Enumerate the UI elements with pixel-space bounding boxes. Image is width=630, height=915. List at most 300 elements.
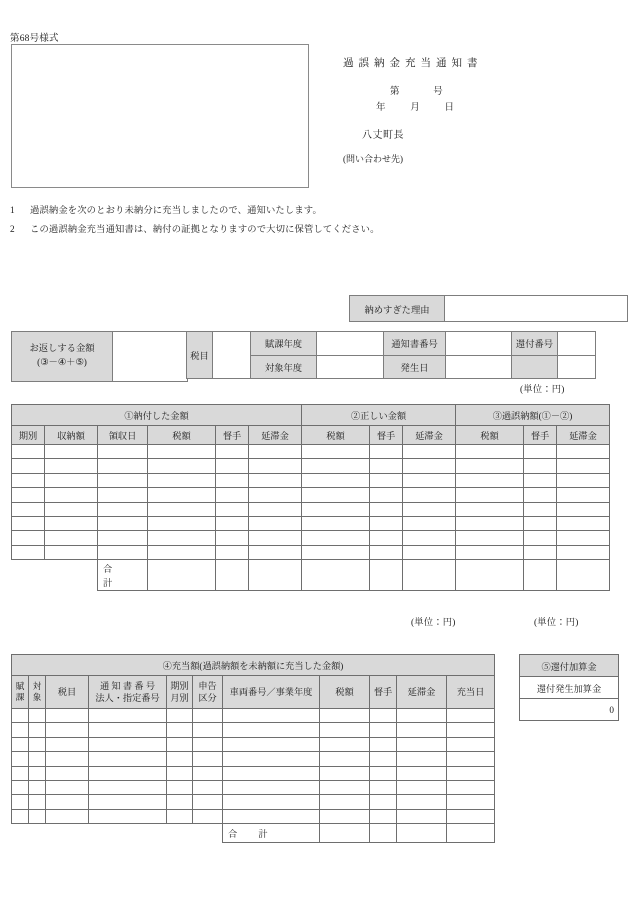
document-date-line bbox=[376, 99, 454, 113]
column-header-paid-amount: 収納額 bbox=[45, 426, 98, 445]
table-cell[interactable] bbox=[447, 766, 495, 780]
table-cell[interactable] bbox=[370, 723, 397, 737]
table-cell[interactable] bbox=[557, 459, 610, 473]
table-cell[interactable] bbox=[397, 809, 447, 823]
table-cell[interactable] bbox=[216, 545, 249, 559]
refund-number-label: 還付番号 bbox=[512, 332, 558, 356]
table-cell[interactable] bbox=[167, 737, 193, 751]
table-cell[interactable] bbox=[12, 473, 45, 487]
table-cell[interactable] bbox=[89, 766, 167, 780]
issuer-name: 八丈町長 bbox=[362, 130, 404, 141]
table-cell[interactable] bbox=[89, 709, 167, 723]
table-cell[interactable] bbox=[524, 488, 557, 502]
table-cell[interactable] bbox=[447, 723, 495, 737]
table-cell[interactable] bbox=[193, 809, 223, 823]
table-cell[interactable] bbox=[29, 766, 46, 780]
column-header-late-fee: 延滞金 bbox=[249, 426, 302, 445]
column-header-period-month: 期別 月別 bbox=[167, 676, 193, 709]
table-cell[interactable] bbox=[45, 545, 98, 559]
table-cell[interactable] bbox=[29, 780, 46, 794]
total-cell[interactable] bbox=[524, 560, 557, 591]
refund-amount-value[interactable] bbox=[113, 332, 188, 382]
table-cell[interactable] bbox=[216, 488, 249, 502]
table-cell[interactable] bbox=[167, 780, 193, 794]
tax-item-label: 税目 bbox=[187, 332, 213, 379]
table-cell[interactable] bbox=[456, 488, 524, 502]
table-row bbox=[12, 766, 495, 780]
table-cell[interactable] bbox=[447, 809, 495, 823]
table-cell[interactable] bbox=[12, 502, 45, 516]
table-row bbox=[12, 809, 495, 823]
table-cell[interactable] bbox=[98, 531, 148, 545]
group-header-allocation: ④充当額(過誤納額を未納額に充当した金額) bbox=[12, 655, 495, 676]
refund-amount-label-line2: (③－④＋⑤) bbox=[37, 357, 87, 368]
total-cell[interactable] bbox=[447, 824, 495, 843]
note-text: この過誤納金充当通知書は、納付の証拠となりますので大切に保管してください。 bbox=[30, 225, 380, 235]
table-cell[interactable] bbox=[167, 766, 193, 780]
assessment-year-label: 賦課年度 bbox=[251, 332, 317, 356]
table-cell[interactable] bbox=[216, 531, 249, 545]
table-cell[interactable] bbox=[12, 516, 45, 530]
total-cell[interactable] bbox=[557, 560, 610, 591]
addition-title: ⑤還付加算金 bbox=[520, 655, 619, 677]
table-cell[interactable] bbox=[370, 780, 397, 794]
unit-label-alloc: (単位：円) bbox=[411, 618, 456, 628]
table-cell[interactable] bbox=[148, 459, 216, 473]
form-code-label: 第68号様式 bbox=[10, 34, 59, 44]
column-header-demand-fee: 督手 bbox=[524, 426, 557, 445]
total-row-spacer bbox=[29, 824, 46, 843]
total-row-spacer bbox=[45, 560, 98, 591]
table-cell[interactable] bbox=[29, 795, 46, 809]
table-cell[interactable] bbox=[216, 502, 249, 516]
total-cell[interactable] bbox=[249, 560, 302, 591]
table-cell[interactable] bbox=[370, 531, 403, 545]
payment-detail-table-head bbox=[12, 405, 610, 445]
occurrence-date-label: 発生日 bbox=[384, 355, 446, 379]
occurrence-date-value[interactable] bbox=[446, 355, 512, 379]
table-cell[interactable] bbox=[370, 473, 403, 487]
table-cell[interactable] bbox=[320, 795, 370, 809]
table-cell[interactable] bbox=[45, 445, 98, 459]
table-cell[interactable] bbox=[148, 445, 216, 459]
table-cell[interactable] bbox=[167, 752, 193, 766]
table-cell[interactable] bbox=[403, 531, 456, 545]
table-cell[interactable] bbox=[46, 795, 89, 809]
table-total-row bbox=[12, 824, 495, 843]
table-cell[interactable] bbox=[12, 545, 45, 559]
table-row bbox=[12, 516, 610, 530]
table-cell[interactable] bbox=[524, 516, 557, 530]
notice-number-label: 通知書番号 bbox=[384, 332, 446, 356]
table-cell[interactable] bbox=[249, 502, 302, 516]
table-cell[interactable] bbox=[249, 459, 302, 473]
note-number: 1 bbox=[10, 206, 15, 216]
table-cell[interactable] bbox=[302, 531, 370, 545]
total-label: 合 計 bbox=[98, 560, 148, 591]
total-cell[interactable] bbox=[370, 824, 397, 843]
contact-label: (問い合わせ先) bbox=[343, 154, 403, 164]
date-day-label: 日 bbox=[444, 103, 455, 113]
total-cell[interactable] bbox=[456, 560, 524, 591]
table-cell[interactable] bbox=[302, 516, 370, 530]
table-cell[interactable] bbox=[557, 488, 610, 502]
table-cell[interactable] bbox=[29, 737, 46, 751]
tax-info-block bbox=[186, 331, 596, 379]
table-cell[interactable] bbox=[148, 545, 216, 559]
table-cell[interactable] bbox=[167, 809, 193, 823]
overpayment-reason-block bbox=[349, 295, 628, 322]
table-cell[interactable] bbox=[249, 545, 302, 559]
allocation-table-body bbox=[12, 709, 495, 824]
table-cell[interactable] bbox=[98, 459, 148, 473]
table-cell[interactable] bbox=[447, 709, 495, 723]
table-cell[interactable] bbox=[320, 809, 370, 823]
table-cell[interactable] bbox=[223, 723, 320, 737]
table-cell[interactable] bbox=[216, 459, 249, 473]
table-cell[interactable] bbox=[320, 766, 370, 780]
total-row-spacer bbox=[89, 824, 167, 843]
table-cell[interactable] bbox=[193, 752, 223, 766]
table-cell[interactable] bbox=[89, 809, 167, 823]
column-header-tax-item: 税目 bbox=[46, 676, 89, 709]
total-cell[interactable] bbox=[148, 560, 216, 591]
table-cell[interactable] bbox=[320, 780, 370, 794]
table-cell[interactable] bbox=[98, 516, 148, 530]
table-cell[interactable] bbox=[148, 502, 216, 516]
table-cell[interactable] bbox=[557, 545, 610, 559]
overpayment-reason-value[interactable] bbox=[445, 296, 628, 322]
table-cell[interactable] bbox=[98, 445, 148, 459]
table-cell[interactable] bbox=[45, 488, 98, 502]
table-cell[interactable] bbox=[524, 502, 557, 516]
table-cell[interactable] bbox=[223, 780, 320, 794]
unit-label-addition: (単位：円) bbox=[534, 618, 579, 628]
addressee-box[interactable] bbox=[11, 44, 309, 188]
table-cell[interactable] bbox=[403, 459, 456, 473]
refund-amount-block bbox=[11, 331, 188, 382]
table-cell[interactable] bbox=[302, 488, 370, 502]
total-cell[interactable] bbox=[370, 560, 403, 591]
column-header-allocation-date: 充当日 bbox=[447, 676, 495, 709]
note-item bbox=[10, 221, 380, 235]
total-cell[interactable] bbox=[397, 824, 447, 843]
column-header-tax-amount: 税額 bbox=[320, 676, 370, 709]
table-cell[interactable] bbox=[302, 545, 370, 559]
total-row-spacer bbox=[193, 824, 223, 843]
table-cell[interactable] bbox=[456, 445, 524, 459]
table-row bbox=[12, 780, 495, 794]
total-cell[interactable] bbox=[403, 560, 456, 591]
table-cell[interactable] bbox=[370, 502, 403, 516]
column-header-receipt-date: 領収日 bbox=[98, 426, 148, 445]
table-row bbox=[12, 709, 495, 723]
table-row bbox=[12, 752, 495, 766]
table-cell[interactable] bbox=[456, 516, 524, 530]
column-header-tax-amount: 税額 bbox=[148, 426, 216, 445]
table-cell[interactable] bbox=[302, 473, 370, 487]
table-cell[interactable] bbox=[45, 516, 98, 530]
table-cell[interactable] bbox=[370, 766, 397, 780]
assessment-year-value[interactable] bbox=[317, 332, 384, 356]
table-cell[interactable] bbox=[320, 723, 370, 737]
table-cell[interactable] bbox=[89, 752, 167, 766]
table-cell[interactable] bbox=[370, 809, 397, 823]
table-cell[interactable] bbox=[557, 473, 610, 487]
table-cell[interactable] bbox=[447, 737, 495, 751]
table-cell[interactable] bbox=[167, 723, 193, 737]
table-column-header-row bbox=[12, 426, 610, 445]
total-cell[interactable] bbox=[320, 824, 370, 843]
payment-detail-table-foot bbox=[12, 560, 610, 591]
table-cell[interactable] bbox=[370, 545, 403, 559]
table-cell[interactable] bbox=[370, 737, 397, 751]
addition-subtitle-row bbox=[520, 677, 619, 699]
overpayment-reason-label: 納めすぎた理由 bbox=[350, 296, 445, 322]
table-cell[interactable] bbox=[456, 545, 524, 559]
table-cell[interactable] bbox=[45, 473, 98, 487]
table-cell[interactable] bbox=[524, 531, 557, 545]
addition-title-row bbox=[520, 655, 619, 677]
table-cell[interactable] bbox=[193, 723, 223, 737]
table-cell[interactable] bbox=[29, 709, 46, 723]
table-cell[interactable] bbox=[320, 737, 370, 751]
column-header-tax-amount: 税額 bbox=[302, 426, 370, 445]
allocation-detail-table bbox=[11, 654, 495, 843]
table-row bbox=[12, 459, 610, 473]
table-cell[interactable] bbox=[223, 752, 320, 766]
table-cell[interactable] bbox=[302, 502, 370, 516]
column-header-demand-fee: 督手 bbox=[370, 426, 403, 445]
table-cell[interactable] bbox=[98, 545, 148, 559]
group-header-paid: ①納付した金額 bbox=[12, 405, 302, 426]
table-cell[interactable] bbox=[557, 502, 610, 516]
table-cell[interactable] bbox=[45, 459, 98, 473]
table-row bbox=[12, 531, 610, 545]
table-cell[interactable] bbox=[193, 780, 223, 794]
table-cell[interactable] bbox=[524, 545, 557, 559]
table-cell[interactable] bbox=[249, 516, 302, 530]
table-cell[interactable] bbox=[302, 445, 370, 459]
table-cell[interactable] bbox=[29, 809, 46, 823]
table-cell[interactable] bbox=[320, 709, 370, 723]
table-group-header-row bbox=[12, 405, 610, 426]
table-column-header-row bbox=[12, 676, 495, 709]
table-cell[interactable] bbox=[46, 780, 89, 794]
table-cell[interactable] bbox=[46, 809, 89, 823]
tax-item-value[interactable] bbox=[213, 332, 251, 379]
table-cell[interactable] bbox=[456, 502, 524, 516]
table-cell[interactable] bbox=[403, 488, 456, 502]
table-cell[interactable] bbox=[46, 766, 89, 780]
table-cell[interactable] bbox=[397, 723, 447, 737]
page-title: 過誤納金充当通知書 bbox=[343, 58, 483, 69]
table-cell[interactable] bbox=[46, 737, 89, 751]
table-cell[interactable] bbox=[397, 766, 447, 780]
table-group-header-row bbox=[12, 655, 495, 676]
table-cell[interactable] bbox=[456, 531, 524, 545]
total-row-spacer bbox=[46, 824, 89, 843]
table-cell[interactable] bbox=[12, 809, 29, 823]
table-cell[interactable] bbox=[12, 737, 29, 751]
table-cell[interactable] bbox=[249, 488, 302, 502]
payment-detail-table bbox=[11, 404, 610, 591]
table-cell[interactable] bbox=[45, 502, 98, 516]
table-cell[interactable] bbox=[223, 737, 320, 751]
table-cell[interactable] bbox=[46, 709, 89, 723]
table-cell[interactable] bbox=[12, 709, 29, 723]
table-cell[interactable] bbox=[249, 473, 302, 487]
table-cell[interactable] bbox=[397, 752, 447, 766]
table-cell[interactable] bbox=[249, 445, 302, 459]
group-header-overpaid: ③過誤納額(①－②) bbox=[456, 405, 610, 426]
table-cell[interactable] bbox=[557, 531, 610, 545]
table-row bbox=[12, 545, 610, 559]
table-cell[interactable] bbox=[98, 473, 148, 487]
table-cell[interactable] bbox=[524, 445, 557, 459]
refund-addition-block bbox=[519, 654, 619, 721]
total-row-spacer bbox=[12, 560, 45, 591]
refund-number-value[interactable] bbox=[558, 332, 596, 356]
total-cell[interactable] bbox=[302, 560, 370, 591]
empty-label-cell bbox=[512, 355, 558, 379]
table-cell[interactable] bbox=[12, 780, 29, 794]
table-cell[interactable] bbox=[98, 502, 148, 516]
table-cell[interactable] bbox=[370, 445, 403, 459]
table-cell[interactable] bbox=[89, 737, 167, 751]
table-cell[interactable] bbox=[29, 752, 46, 766]
table-cell[interactable] bbox=[456, 459, 524, 473]
total-cell[interactable] bbox=[216, 560, 249, 591]
addition-value[interactable]: 0 bbox=[520, 699, 619, 721]
table-cell[interactable] bbox=[370, 752, 397, 766]
table-row bbox=[12, 502, 610, 516]
table-cell[interactable] bbox=[148, 531, 216, 545]
table-cell[interactable] bbox=[370, 709, 397, 723]
table-cell[interactable] bbox=[193, 709, 223, 723]
table-cell[interactable] bbox=[46, 723, 89, 737]
addition-subtitle: 還付発生加算金 bbox=[520, 677, 619, 699]
table-cell[interactable] bbox=[524, 459, 557, 473]
table-cell[interactable] bbox=[302, 459, 370, 473]
table-cell[interactable] bbox=[89, 795, 167, 809]
table-cell[interactable] bbox=[148, 488, 216, 502]
table-cell[interactable] bbox=[216, 473, 249, 487]
table-cell[interactable] bbox=[370, 516, 403, 530]
table-cell[interactable] bbox=[29, 723, 46, 737]
notice-number-value[interactable] bbox=[446, 332, 512, 356]
refund-amount-label-line1: お返しする金額 bbox=[29, 344, 95, 355]
table-cell[interactable] bbox=[370, 795, 397, 809]
column-header-demand-fee: 督手 bbox=[216, 426, 249, 445]
table-cell[interactable] bbox=[12, 795, 29, 809]
table-cell[interactable] bbox=[12, 723, 29, 737]
table-cell[interactable] bbox=[167, 795, 193, 809]
note-text: 過誤納金を次のとおり未納分に充当しましたので、通知いたします。 bbox=[30, 206, 322, 216]
table-cell[interactable] bbox=[12, 445, 45, 459]
table-cell[interactable] bbox=[370, 488, 403, 502]
table-row bbox=[12, 723, 495, 737]
table-cell[interactable] bbox=[89, 780, 167, 794]
table-cell[interactable] bbox=[12, 752, 29, 766]
refund-amount-label bbox=[12, 332, 113, 382]
table-cell[interactable] bbox=[320, 752, 370, 766]
table-cell[interactable] bbox=[223, 795, 320, 809]
column-header-tax-amount: 税額 bbox=[456, 426, 524, 445]
column-header-period: 期別 bbox=[12, 426, 45, 445]
table-cell[interactable] bbox=[12, 459, 45, 473]
payment-detail-table-body bbox=[12, 445, 610, 560]
allocation-table-foot bbox=[12, 824, 495, 843]
empty-value-cell[interactable] bbox=[558, 355, 596, 379]
table-cell[interactable] bbox=[98, 488, 148, 502]
table-cell[interactable] bbox=[167, 709, 193, 723]
table-cell[interactable] bbox=[403, 516, 456, 530]
table-row bbox=[12, 737, 495, 751]
table-cell[interactable] bbox=[370, 459, 403, 473]
table-cell[interactable] bbox=[223, 766, 320, 780]
table-cell[interactable] bbox=[148, 516, 216, 530]
table-cell[interactable] bbox=[193, 737, 223, 751]
total-row-spacer bbox=[167, 824, 193, 843]
table-cell[interactable] bbox=[193, 795, 223, 809]
column-header-late-fee: 延滞金 bbox=[557, 426, 610, 445]
table-cell[interactable] bbox=[397, 795, 447, 809]
table-cell[interactable] bbox=[397, 780, 447, 794]
column-header-notice-number: 通 知 書 番 号 法人・指定番号 bbox=[89, 676, 167, 709]
table-cell[interactable] bbox=[403, 502, 456, 516]
table-cell[interactable] bbox=[45, 531, 98, 545]
table-row bbox=[12, 795, 495, 809]
table-cell[interactable] bbox=[403, 473, 456, 487]
table-cell[interactable] bbox=[46, 752, 89, 766]
table-cell[interactable] bbox=[193, 766, 223, 780]
column-header-vehicle-fiscal: 車両番号／事業年度 bbox=[223, 676, 320, 709]
table-cell[interactable] bbox=[397, 709, 447, 723]
total-row-spacer bbox=[12, 824, 29, 843]
table-cell[interactable] bbox=[12, 766, 29, 780]
table-cell[interactable] bbox=[223, 709, 320, 723]
table-cell[interactable] bbox=[223, 809, 320, 823]
group-header-correct: ②正しい金額 bbox=[302, 405, 456, 426]
document-number-suffix: 号 bbox=[433, 87, 444, 97]
table-cell[interactable] bbox=[557, 445, 610, 459]
table-row bbox=[12, 445, 610, 459]
table-cell[interactable] bbox=[403, 545, 456, 559]
column-header-demand-fee: 督手 bbox=[370, 676, 397, 709]
table-cell[interactable] bbox=[447, 795, 495, 809]
table-cell[interactable] bbox=[557, 516, 610, 530]
unit-label-main: (単位：円) bbox=[520, 385, 565, 395]
table-cell[interactable] bbox=[89, 723, 167, 737]
target-year-value[interactable] bbox=[317, 355, 384, 379]
table-cell[interactable] bbox=[148, 473, 216, 487]
table-cell[interactable] bbox=[216, 445, 249, 459]
table-cell[interactable] bbox=[403, 445, 456, 459]
table-cell[interactable] bbox=[524, 473, 557, 487]
table-cell[interactable] bbox=[12, 488, 45, 502]
table-cell[interactable] bbox=[397, 737, 447, 751]
table-cell[interactable] bbox=[447, 752, 495, 766]
table-cell[interactable] bbox=[447, 780, 495, 794]
target-year-label: 対象年度 bbox=[251, 355, 317, 379]
table-cell[interactable] bbox=[12, 531, 45, 545]
table-cell[interactable] bbox=[249, 531, 302, 545]
note-number: 2 bbox=[10, 225, 15, 235]
table-cell[interactable] bbox=[456, 473, 524, 487]
column-header-target-year: 対 象 bbox=[29, 676, 46, 709]
table-cell[interactable] bbox=[216, 516, 249, 530]
